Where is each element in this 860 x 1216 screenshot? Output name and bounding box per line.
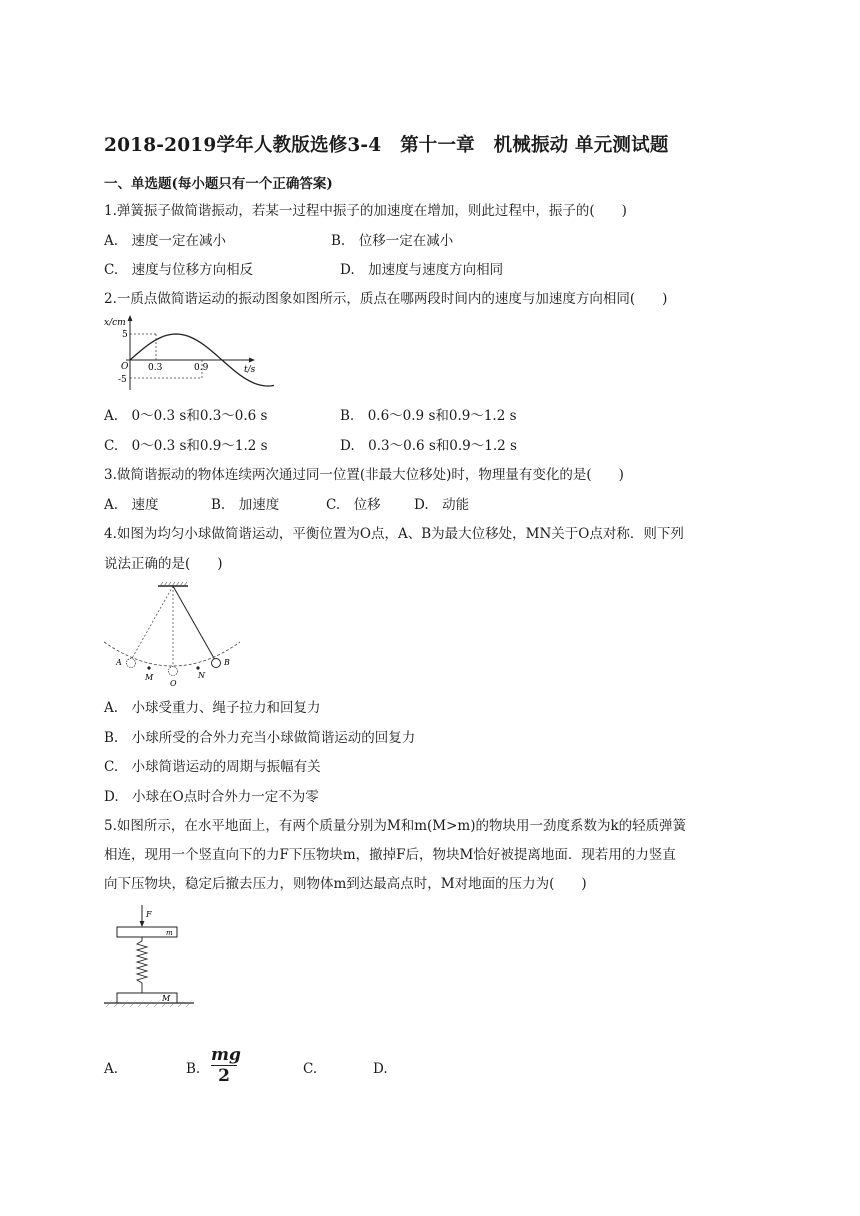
- q2-x-axis-label: t/s: [244, 365, 256, 375]
- page-title: 2018-2019学年人教版选修3-4 第十一章 机械振动 单元测试题: [104, 135, 669, 156]
- q5-fraction-denominator: 2: [218, 1066, 230, 1086]
- q5-stem-line-1: 5.如图所示，在水平地面上，有两个质量分别为M和m(M>m)的物块用一劲度系数为k的轻质弹簧: [104, 818, 687, 834]
- q2-y-tick-5: 5: [122, 330, 128, 340]
- q1-option-c: C. 速度与位移方向相反: [104, 262, 254, 278]
- q3-option-d: D. 动能: [414, 497, 470, 513]
- q1-option-d: D. 加速度与速度方向相同: [340, 262, 504, 278]
- q2-vibration-graph: [104, 312, 274, 392]
- q4-pendulum-figure: [102, 580, 242, 690]
- q2-origin-label: O: [121, 362, 129, 372]
- q5-option-d: D.: [373, 1061, 388, 1077]
- q3-option-b: B. 加速度: [211, 497, 280, 513]
- q2-y-tick-neg5: -5: [118, 375, 127, 385]
- q5-option-a: A.: [104, 1061, 119, 1077]
- q2-x-tick-0.9: 0.9: [194, 363, 209, 373]
- q4-label-b: B: [224, 658, 230, 667]
- q1-stem: 1.弹簧振子做简谐振动，若某一过程中振子的加速度在增加，则此过程中，振子的( ): [104, 203, 627, 219]
- q2-stem: 2.一质点做简谐运动的振动图象如图所示，质点在哪两段时间内的速度与加速度方向相同( ): [104, 291, 668, 307]
- q4-label-m: M: [145, 673, 154, 682]
- q1-option-a: A. 速度一定在减小: [104, 233, 227, 249]
- q2-option-d: D. 0.3～0.6 s和0.9～1.2 s: [340, 438, 517, 454]
- q4-stem-line-1: 4.如图为均匀小球做简谐运动，平衡位置为O点，A、B为最大位移处，MN关于O点对称．则下列: [104, 526, 684, 542]
- q5-fraction-numerator: mg: [211, 1045, 241, 1065]
- q4-option-c: C. 小球简谐运动的周期与振幅有关: [104, 759, 321, 775]
- q1-option-b: B. 位移一定在减小: [331, 233, 454, 249]
- q4-label-a: A: [116, 658, 122, 667]
- q3-option-a: A. 速度: [104, 497, 159, 513]
- q5-option-b-fraction: [211, 1045, 241, 1086]
- q5-label-m: m: [166, 929, 173, 937]
- section-heading: 一、单选题(每小题只有一个正确答案): [104, 176, 333, 192]
- q5-option-b: B.: [186, 1061, 201, 1077]
- q4-label-n: N: [198, 671, 205, 680]
- q5-stem-line-3: 向下压物块，稳定后撤去压力，则物体m到达最高点时，M对地面的压力为( ): [104, 876, 587, 892]
- q5-label-f: F: [146, 910, 152, 919]
- q5-label-big-m: M: [162, 994, 171, 1003]
- q3-stem: 3.做简谐振动的物体连续两次通过同一位置(非最大位移处)时，物理量有变化的是( ): [104, 467, 624, 483]
- q5-stem-line-2: 相连，现用一个竖直向下的力F下压物块m，撤掉F后，物块M恰好被提离地面．现若用的力竖直: [104, 847, 676, 863]
- q4-stem-line-2: 说法正确的是( ): [104, 556, 223, 572]
- q2-option-a: A. 0～0.3 s和0.3～0.6 s: [104, 408, 268, 424]
- q2-y-axis-label: x/cm: [104, 318, 126, 328]
- q5-spring-figure: [104, 903, 194, 1008]
- q3-option-c: C. 位移: [326, 497, 381, 513]
- q2-x-tick-0.3: 0.3: [148, 363, 163, 373]
- q4-label-o: O: [170, 679, 177, 688]
- q4-option-a: A. 小球受重力、绳子拉力和回复力: [104, 700, 321, 716]
- q4-option-b: B. 小球所受的合外力充当小球做简谐运动的回复力: [104, 730, 416, 746]
- q5-option-c: C.: [303, 1061, 318, 1077]
- q4-option-d: D. 小球在O点时合外力一定不为零: [104, 789, 319, 805]
- q2-option-b: B. 0.6～0.9 s和0.9～1.2 s: [340, 408, 517, 424]
- q2-option-c: C. 0～0.3 s和0.9～1.2 s: [104, 438, 268, 454]
